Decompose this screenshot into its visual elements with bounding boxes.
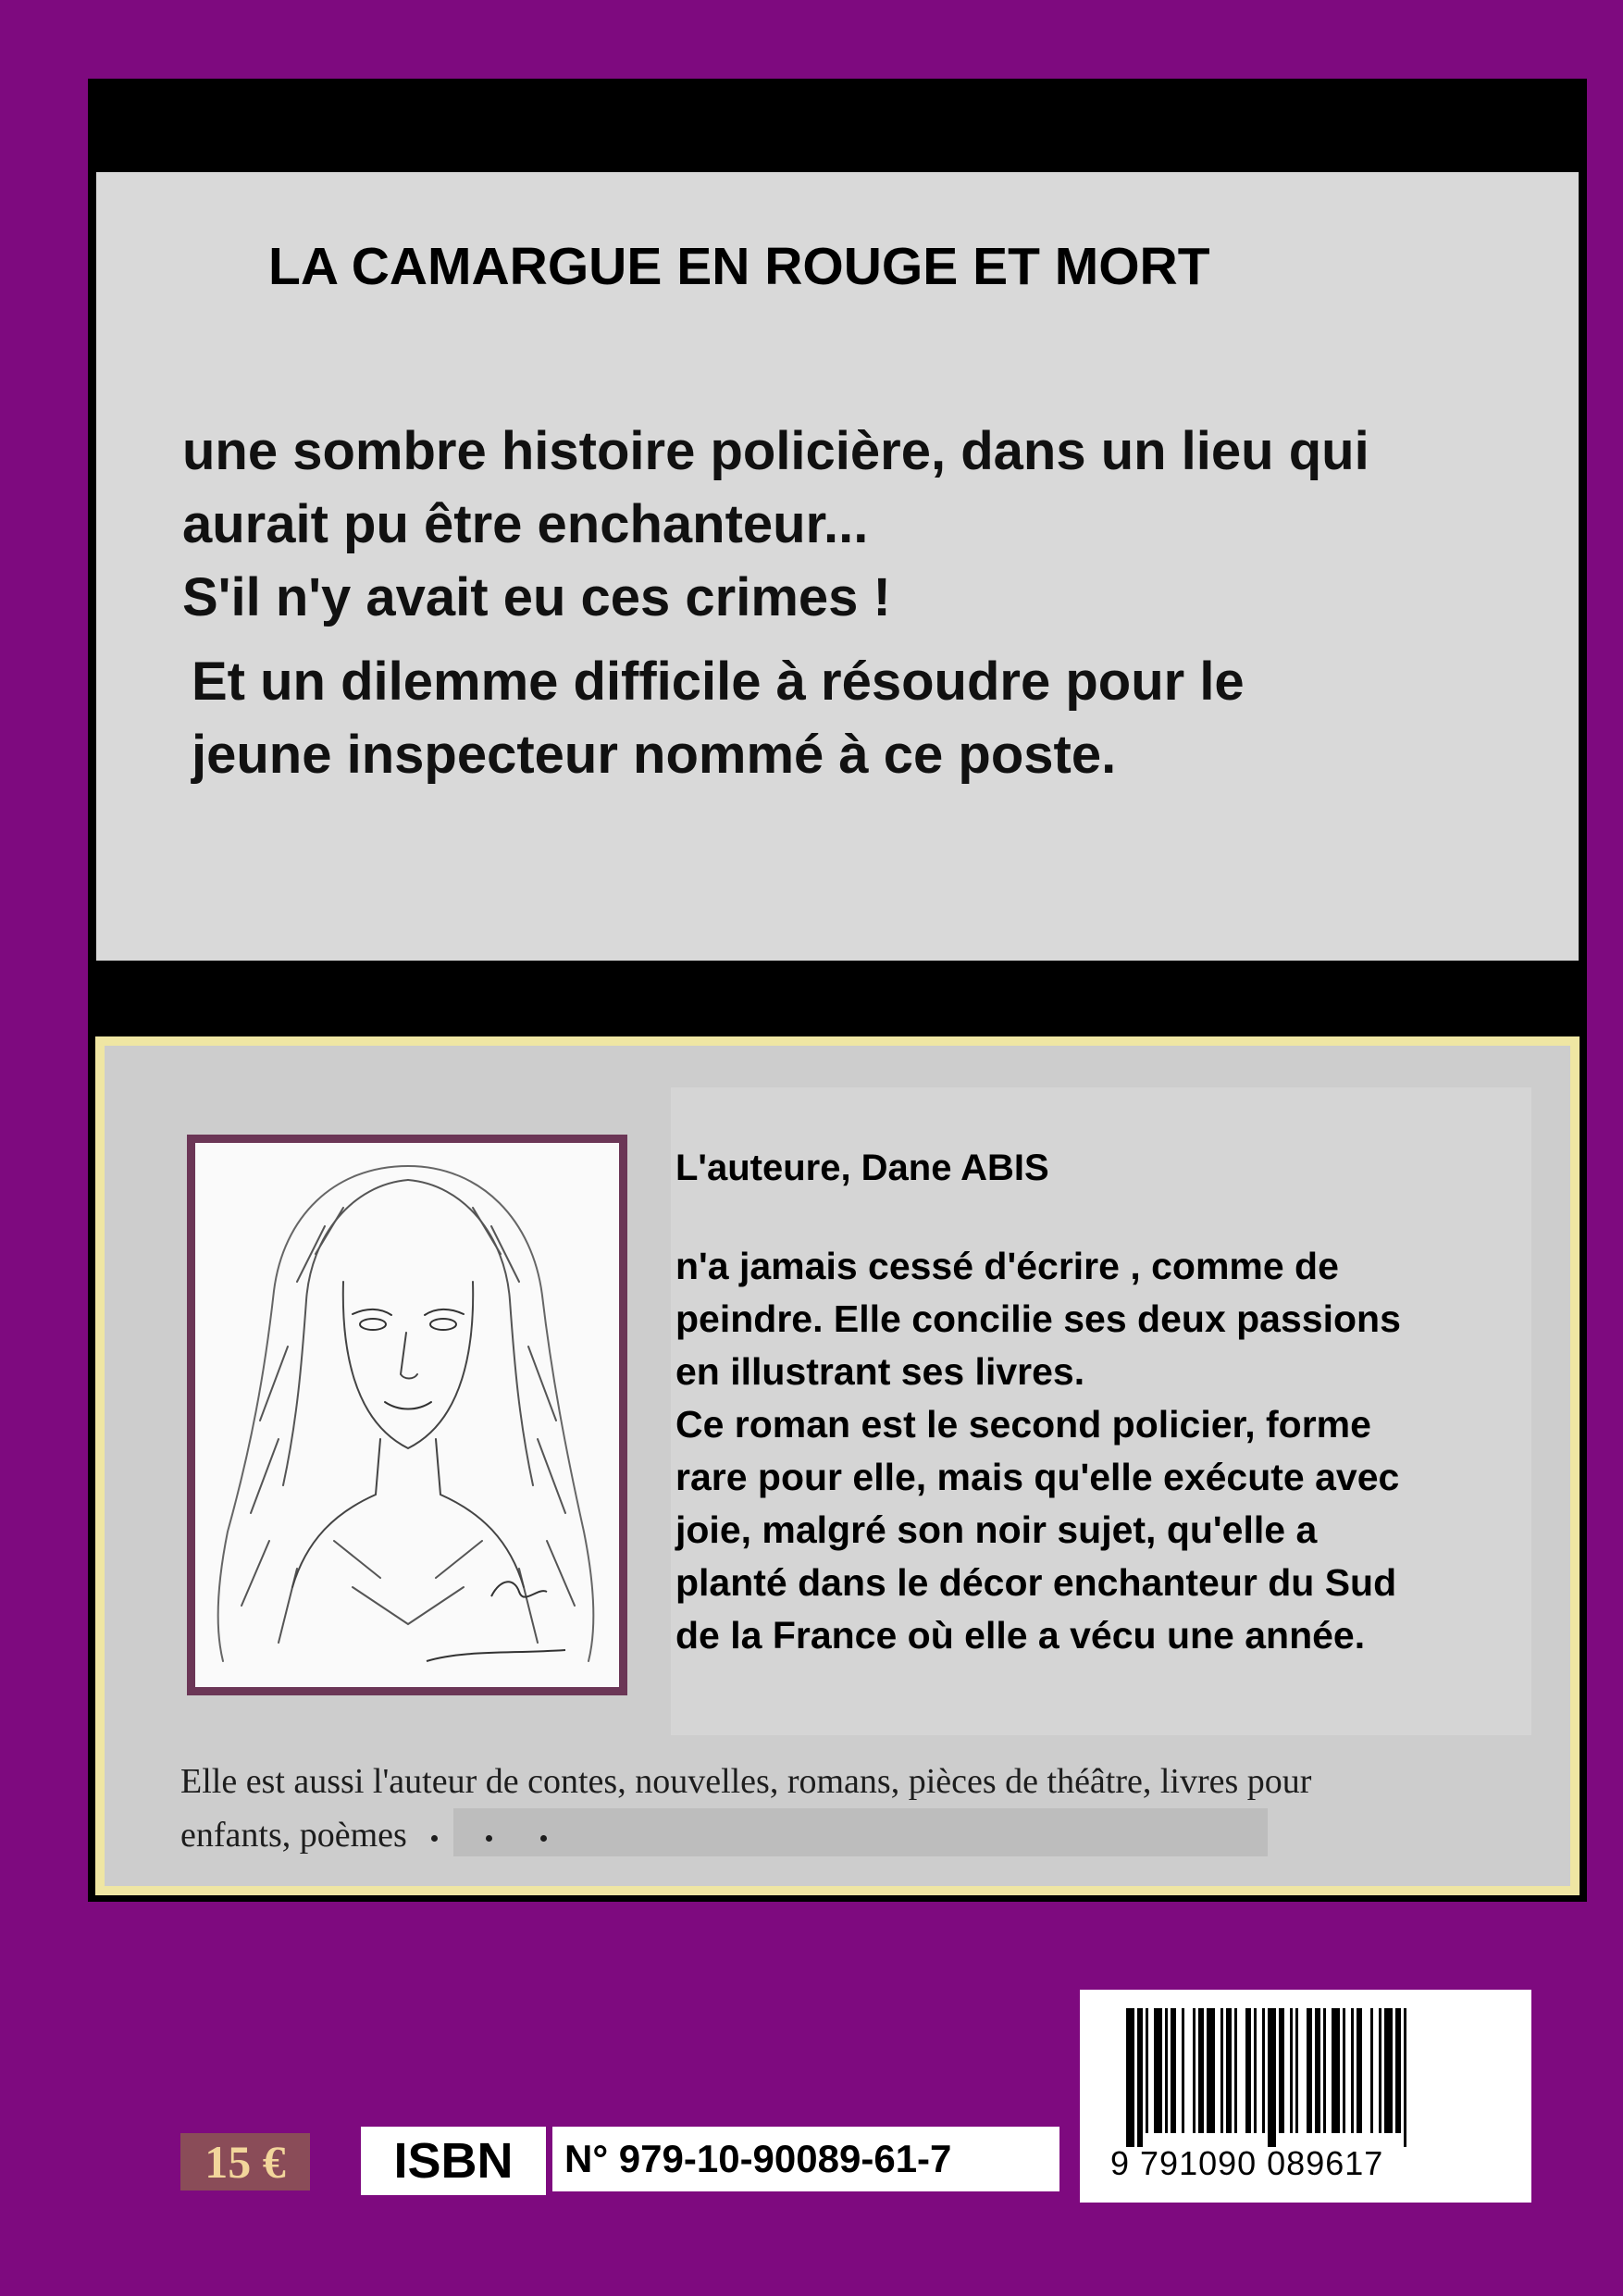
barcode-bar <box>1262 2008 1265 2133</box>
barcode-bar <box>1226 2008 1232 2133</box>
barcode-bar <box>1343 2008 1345 2133</box>
isbn-label: ISBN <box>361 2127 546 2195</box>
price-tag: 15 € <box>180 2133 310 2191</box>
book-title: LA CAMARGUE EN ROUGE ET MORT <box>268 237 1210 296</box>
barcode-bar <box>1182 2008 1184 2133</box>
barcode-bar <box>1193 2008 1196 2133</box>
barcode-bar <box>1146 2008 1148 2133</box>
barcode-bar <box>1307 2008 1312 2133</box>
bio-line: joie, malgré son noir sujet, qu'elle a <box>675 1508 1318 1551</box>
barcode-bar <box>1370 2008 1373 2133</box>
barcode-bar <box>1357 2008 1362 2133</box>
synopsis-line: Et un dilemme difficile à résoudre pour le <box>192 652 1245 712</box>
bio-line: n'a jamais cessé d'écrire , comme de <box>675 1245 1339 1287</box>
barcode-bar <box>1198 2008 1204 2133</box>
synopsis-line: S'il n'y avait eu ces crimes ! <box>182 567 891 627</box>
barcode-digits: 9 791090 089617 <box>1110 2144 1384 2182</box>
barcode-bars <box>1080 1990 1531 2147</box>
barcode-bar <box>1126 2008 1134 2147</box>
other-works-text <box>180 1755 1550 1862</box>
barcode-bar <box>1279 2008 1284 2133</box>
barcode-bar <box>1351 2008 1354 2133</box>
barcode-bar <box>1220 2008 1223 2133</box>
other-works-line-2 <box>180 1808 1550 1862</box>
barcode-bar <box>1384 2008 1393 2133</box>
bio-line: en illustrant ses livres. <box>675 1350 1085 1393</box>
barcode-bar <box>1315 2008 1320 2133</box>
barcode-bar <box>1268 2008 1276 2147</box>
isbn-number: N° 979-10-90089-61-7 <box>552 2127 1059 2191</box>
bio-line: peindre. Elle concilie ses deux passions <box>675 1297 1401 1340</box>
barcode-bar <box>1165 2008 1168 2133</box>
synopsis-text-1 <box>182 415 1533 634</box>
barcode-bar <box>1395 2008 1401 2133</box>
barcode-bar <box>1234 2008 1237 2133</box>
synopsis-line: jeune inspecteur nommé à ce poste. <box>192 725 1117 785</box>
barcode-bar <box>1404 2008 1406 2147</box>
author-bio <box>675 1240 1536 1662</box>
barcode-bar <box>1290 2008 1293 2133</box>
author-heading: L'auteure, Dane ABIS <box>675 1148 1049 1188</box>
barcode-bar <box>1245 2008 1251 2133</box>
barcode-bar <box>1323 2008 1326 2133</box>
barcode-bar <box>1379 2008 1381 2133</box>
barcode-bar <box>1254 2008 1257 2133</box>
synopsis-text-2 <box>192 645 1542 791</box>
synopsis-line: une sombre histoire policière, dans un lieu qui <box>182 421 1369 481</box>
barcode-bar <box>1207 2008 1215 2133</box>
ellipsis-dot <box>431 1835 438 1842</box>
ellipsis-dot <box>486 1835 492 1842</box>
synopsis-line: aurait pu être enchanteur... <box>182 494 869 554</box>
ellipsis-dot <box>540 1835 547 1842</box>
other-works-line-1: Elle est aussi l'auteur de contes, nouvelles, romans, pièces de théâtre, livres pour <box>180 1762 1312 1801</box>
barcode-bar <box>1137 2008 1143 2147</box>
bio-line: Ce roman est le second policier, forme <box>675 1403 1371 1446</box>
barcode-bar <box>1295 2008 1298 2133</box>
portrait-signature <box>427 1582 565 1661</box>
other-works-line-2-text: enfants, poèmes <box>180 1816 407 1855</box>
author-portrait-sketch <box>195 1143 619 1687</box>
barcode-bar <box>1154 2008 1162 2133</box>
bio-line: rare pour elle, mais qu'elle exécute avec <box>675 1456 1400 1498</box>
barcode-bar <box>1171 2008 1176 2133</box>
bio-line: de la France où elle a vécu une année. <box>675 1614 1366 1657</box>
barcode-bar <box>1332 2008 1340 2133</box>
portrait-drawing <box>195 1143 619 1687</box>
bio-line: planté dans le décor enchanteur du Sud <box>675 1561 1397 1604</box>
